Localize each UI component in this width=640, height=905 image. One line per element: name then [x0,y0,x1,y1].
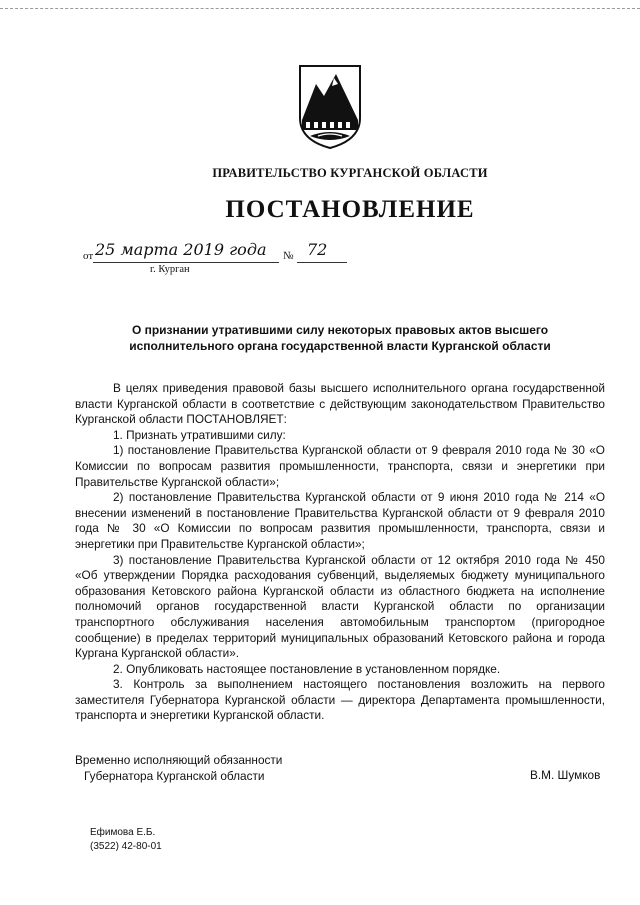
signatory-position-line-1: Временно исполняющий обязанности [75,753,283,767]
organization-name: ПРАВИТЕЛЬСТВО КУРГАНСКОЙ ОБЛАСТИ [212,166,488,180]
city-label: г. Курган [150,264,190,275]
executor-block [90,826,162,854]
date-from-label: от [83,250,94,262]
body-paragraph: 3. Контроль за выполнением настоящего постановления возложить на первого заместителя Губернатора Курганской области — директора Департамента промышленности, транспорта и энергетики Курганской области. [75,677,605,723]
document-type-heading: ПОСТАНОВЛЕНИЕ [225,196,475,223]
date-underline [93,262,279,263]
executor-phone: (3522) 42-80-01 [90,841,162,852]
signatory-name: В.М. Шумков [530,768,601,782]
handwritten-number: 72 [307,240,328,259]
number-underline [297,262,347,263]
title-line-1: О признании утратившими силу некоторых правовых актов высшего [131,323,549,337]
signatory-position [75,752,282,784]
title-line-2: исполнительного органа государственной власти Курганской области [129,339,551,353]
number-label: № [283,250,294,262]
body-paragraph: 2. Опубликовать настоящее постановление в установленном порядке. [113,661,501,676]
handwritten-date: 25 марта 2019 года [95,240,267,259]
body-paragraph: 2) постановление Правительства Курганской области от 9 июня 2010 года № 214 «О внесении изменений в постановление Правительства Курганской области от 9 февраля 2010 года № 30 «О Комиссии по вопросам развития промышленности, транспорта, связи и энергетики при Правительстве Курганской области»; [75,490,605,551]
executor-name: Ефимова Е.Б. [90,827,156,838]
body-paragraph: 1. Признать утратившими силу: [113,427,286,442]
signatory-position-line-2: Губернатора Курганской области [84,769,265,783]
document-body [75,381,605,724]
body-paragraph: В целях приведения правовой базы высшего исполнительного органа государственной власти Курганской области в соответствие с действующим законодательством Правительство Курганской области ПОСТАНОВЛЯЕТ: [75,381,605,427]
kurgan-coat-of-arms-icon [296,62,364,150]
body-paragraph: 1) постановление Правительства Курганской области от 9 февраля 2010 года № 30 «О Комиссии по вопросам развития промышленности, транспорта, связи и энергетики при Правительстве Курганской области»; [75,443,605,489]
body-paragraph: 3) постановление Правительства Курганской области от 12 октября 2010 года № 450 «Об утверждении Порядка расходования субвенций, выделяемых бюджету муниципального образования Кетовского района Курганской области из областного бюджета на исполнение полномочий органов государственной власти Курганской области по организации транспортного обслуживания населения автомобильным транспортом (пригородное сообщение) в пределах территорий муниципальных образований Кетовского района и города Кургана Курганской области». [75,552,605,661]
document-title [100,322,580,354]
